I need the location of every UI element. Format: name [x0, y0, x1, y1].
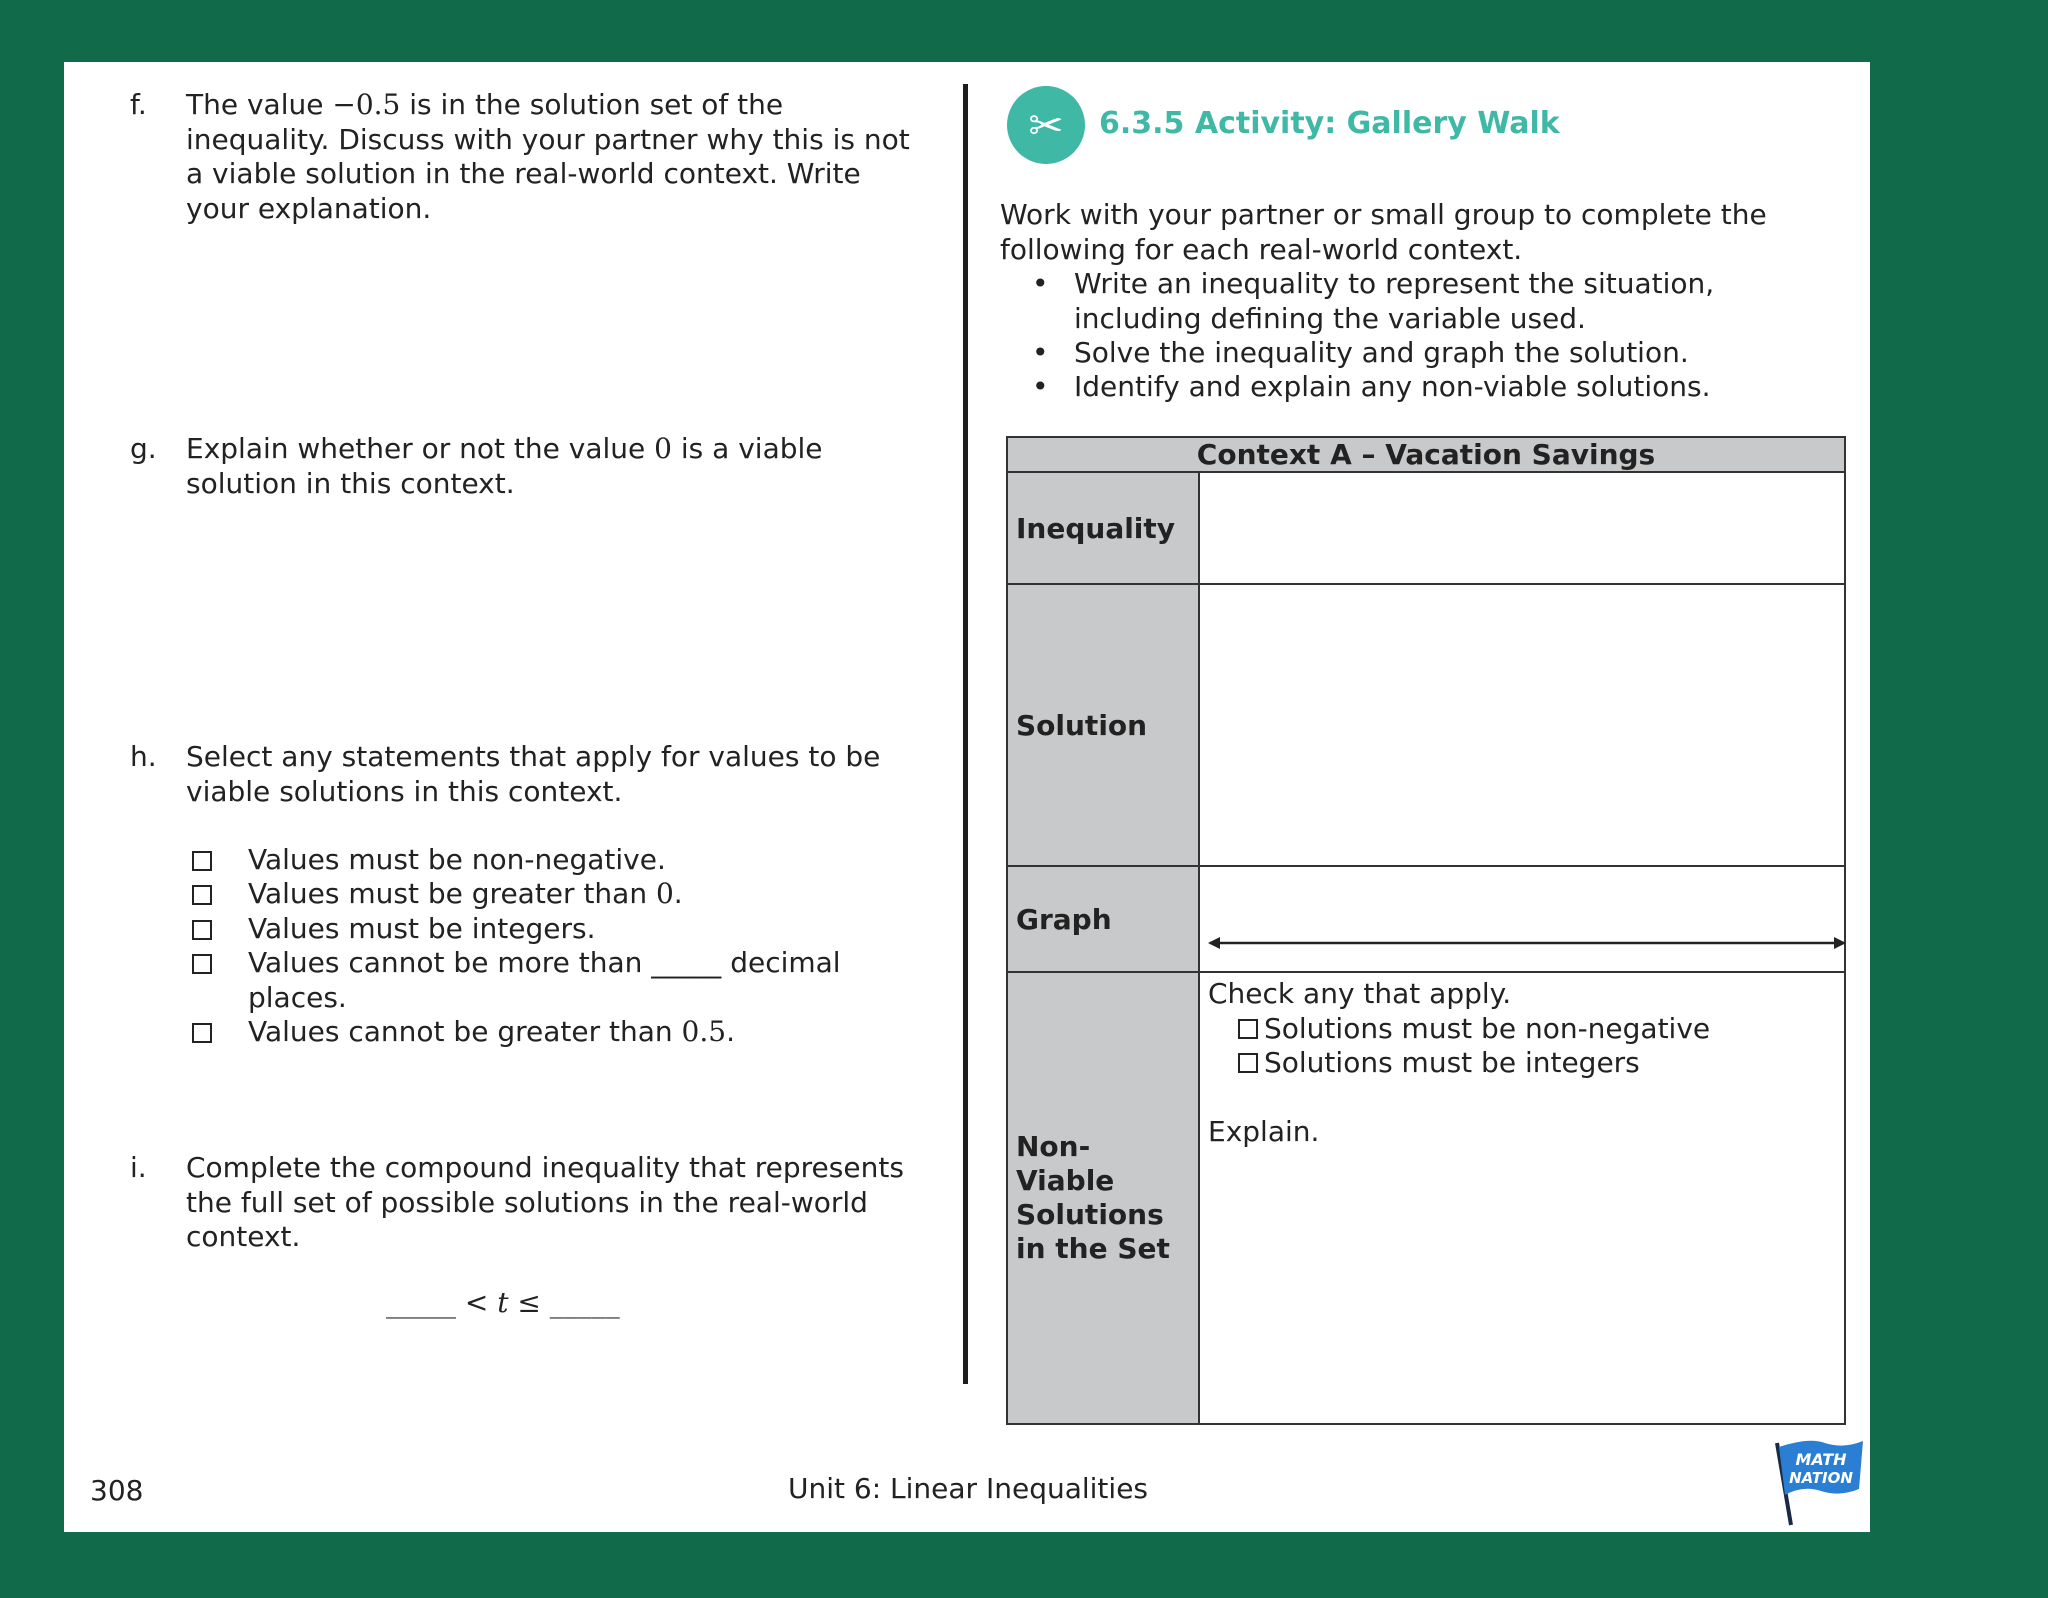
checkbox[interactable]	[192, 885, 212, 905]
check-option-non-negative[interactable]: Solutions must be non-negative	[1208, 1012, 1836, 1047]
checkbox[interactable]	[1238, 1019, 1258, 1039]
logo-text-1: MATH	[1795, 1450, 1847, 1469]
question-text: The value −0.5 is in the solution set of the inequality. Discuss with your partner why this is not a viable solution in the real-world context. Write your explanation.	[186, 88, 910, 225]
checkbox[interactable]	[192, 1023, 212, 1043]
question-letter: f.	[130, 88, 147, 121]
non-viable-cell[interactable]	[1199, 972, 1845, 1424]
bullet-icon: •	[1032, 336, 1049, 369]
question-text: Explain whether or not the value 0 is a viable solution in this context.	[186, 432, 823, 500]
solution-answer-cell[interactable]	[1199, 584, 1845, 866]
question-letter: h.	[130, 740, 157, 773]
context-table	[1006, 436, 1846, 1425]
row-label-inequality: Inequality	[1007, 472, 1199, 584]
logo-text-2: NATION	[1789, 1469, 1853, 1487]
bullet-icon: •	[1032, 267, 1049, 300]
math-nation-logo	[1769, 1437, 1869, 1527]
bullet-icon: •	[1032, 370, 1049, 403]
row-label-solution: Solution	[1007, 584, 1199, 866]
column-divider	[963, 84, 968, 1384]
question-g	[130, 432, 990, 502]
question-h	[130, 740, 990, 810]
scissors-icon: ✂	[1007, 86, 1085, 164]
question-i	[130, 1151, 990, 1261]
explain-prompt: Explain.	[1208, 1114, 1320, 1148]
compound-inequality: _____ < t ≤ _____	[386, 1286, 620, 1319]
checkbox[interactable]	[192, 920, 212, 940]
inequality-answer-cell[interactable]	[1199, 472, 1845, 584]
question-f	[130, 88, 990, 228]
graph-cell[interactable]	[1199, 866, 1845, 972]
question-letter: i.	[130, 1151, 147, 1184]
activity-intro: Work with your partner or small group to complete the following for each real-world context.	[1000, 198, 1767, 266]
check-option-integers[interactable]: Solutions must be integers	[1208, 1046, 1836, 1081]
checkbox[interactable]	[192, 954, 212, 974]
number-line	[1200, 867, 1850, 971]
checkbox[interactable]	[192, 851, 212, 871]
table-header: Context A – Vacation Savings	[1007, 437, 1845, 472]
row-label-graph: Graph	[1007, 866, 1199, 972]
row-label-non-viable: Non- Viable Solutions in the Set	[1007, 972, 1199, 1424]
check-prompt: Check any that apply.	[1208, 977, 1512, 1010]
question-letter: g.	[130, 432, 157, 465]
workbook-page: f. The value −0.5 is in the solution set of the inequality. Discuss with your partner why this is not a viable solution in the real-world context. Write your explanation. g. Explain whether or not the value 0 is a viable solution in this context. h. Select any statements that apply for values to be viable solutions in this context. Values must be non-negative. Values must be greater than 0. Values must be integers. Values cannot be more than _____ decimal places. Values cannot be greater than 0.5. i. Complete the compound inequality that represents the full set of possible solutions in the real-world context. _____ < t ≤ _____ ✂ 6.3.5 Activity: Gallery Walk Work with your partner or small group to complete the following for each real-world context. • Write an inequality to represent the situation, including defining the variable used. • Solve the inequality and graph the solution. • Identify and explain any non-viable solutions. Context A – Vacation Savings Inequality Solution Graph Non- Viable Solutions in the Set Check any that apply. Solutions must be non-negative Solutions must be integers Explain. 308 Unit 6: Linear Inequalities MATH NATION	[64, 62, 1870, 1532]
unit-title: Unit 6: Linear Inequalities	[788, 1472, 1149, 1505]
activity-title: 6.3.5 Activity: Gallery Walk	[1099, 106, 1560, 141]
page-number: 308	[90, 1474, 144, 1507]
checkbox[interactable]	[1238, 1053, 1258, 1073]
question-text: Select any statements that apply for values to be viable solutions in this context.	[186, 740, 881, 808]
question-text: Complete the compound inequality that represents the full set of possible solutions in the real-world context.	[186, 1151, 904, 1253]
